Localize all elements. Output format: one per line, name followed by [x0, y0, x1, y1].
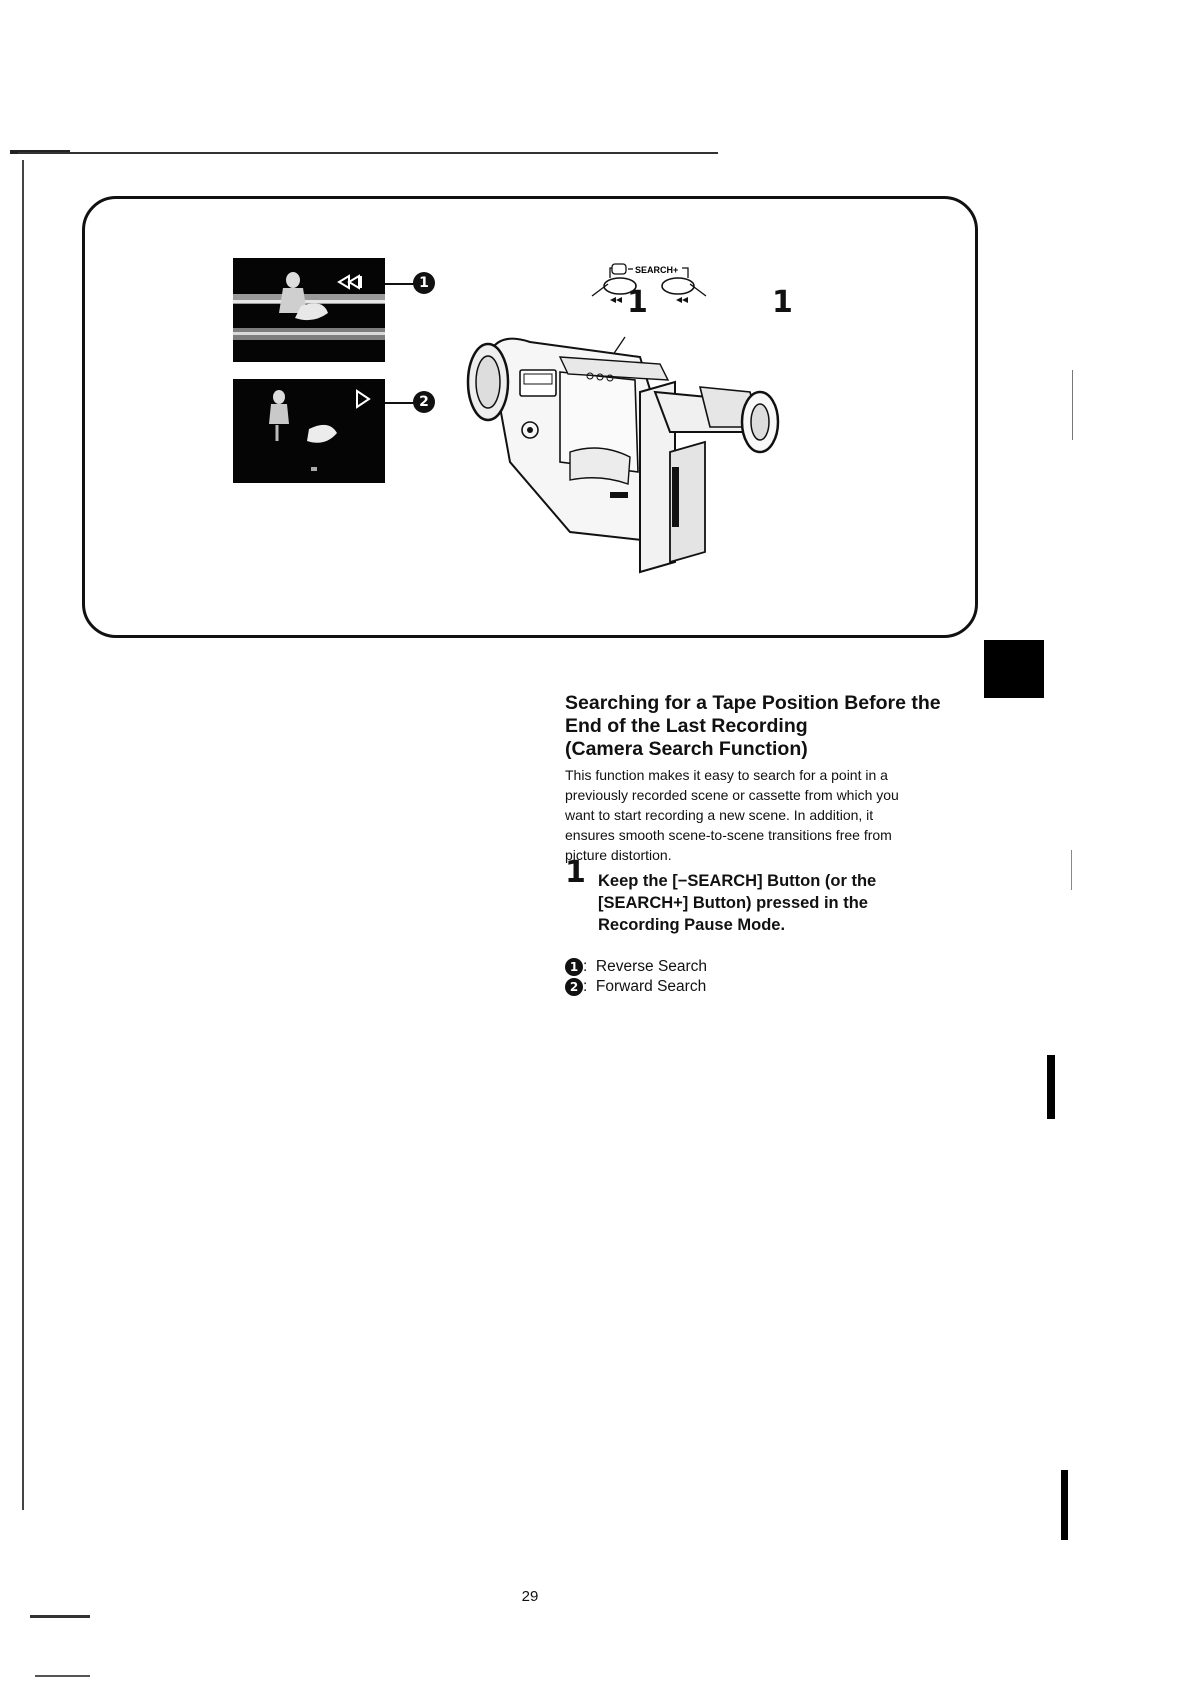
legend-1-icon: 1: [565, 958, 583, 976]
body-line: ensures smooth scene-to-scene transitions free from: [565, 827, 892, 843]
step-line: [SEARCH+] Button) pressed in the: [598, 894, 868, 912]
callout-1-icon: 1: [413, 272, 435, 294]
section-body: [565, 765, 985, 865]
binding-edge-line: [22, 160, 24, 1510]
heading-line: (Camera Search Function): [565, 738, 808, 760]
callout-line: [385, 283, 415, 285]
step-instruction: [598, 870, 938, 936]
body-line: previously recorded scene or cassette from which you: [565, 787, 899, 803]
heading-line: End of the Last Recording: [565, 715, 808, 737]
step-line: Recording Pause Mode.: [598, 916, 786, 934]
step-number: 1: [565, 855, 586, 890]
scan-artifact: [35, 1675, 90, 1677]
scan-artifact: [18, 152, 718, 154]
forward-search-screen: [233, 379, 385, 483]
scan-artifact: [1047, 1055, 1055, 1119]
callout-2-icon: 2: [413, 391, 435, 413]
heading-line: Searching for a Tape Position Before the: [565, 692, 941, 714]
legend-forward-search: 2 : Forward Search: [565, 977, 706, 997]
reverse-search-screen: [233, 258, 385, 362]
legend-text: Forward Search: [595, 978, 707, 995]
scan-artifact: [1061, 1470, 1068, 1540]
panel-label-right: 1: [772, 285, 793, 320]
body-line: want to start recording a new scene. In addition, it: [565, 807, 874, 823]
scan-artifact: [1072, 370, 1073, 440]
chapter-tab-marker: [984, 640, 1044, 698]
section-heading: [565, 692, 985, 761]
legend-reverse-search: 1 : Reverse Search: [565, 957, 707, 977]
legend-2-icon: 2: [565, 978, 583, 996]
step-line: Keep the [−SEARCH] Button (or the: [598, 872, 877, 890]
body-line: picture distortion.: [565, 847, 672, 863]
callout-line: [385, 402, 415, 404]
legend-text: Reverse Search: [595, 958, 708, 975]
body-line: This function makes it easy to search for a point in a: [565, 767, 888, 783]
page-number: 29: [521, 1588, 539, 1605]
scan-artifact: [1071, 850, 1072, 890]
search-label: SEARCH+: [635, 265, 679, 275]
panel-label-left: 1: [627, 285, 648, 320]
scan-artifact: [30, 1615, 90, 1618]
